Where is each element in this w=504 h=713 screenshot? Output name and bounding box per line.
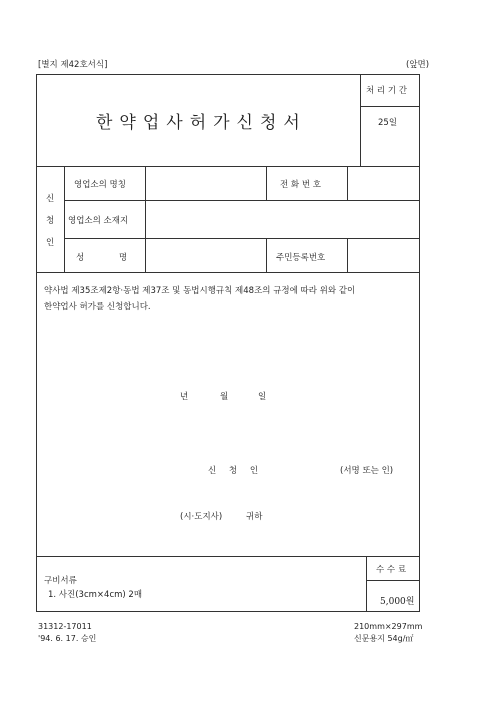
processing-period-value: 25일 xyxy=(378,118,398,128)
processing-period-label: 처 리 기 간 xyxy=(366,86,407,96)
signature-note: (서명 또는 인) xyxy=(340,466,394,476)
date-year-label: 년 xyxy=(180,392,189,402)
applicant-signature-label: 신 청 인 xyxy=(208,466,264,476)
approval-date: '94. 6. 17. 승인 xyxy=(38,634,97,643)
form-box xyxy=(36,74,420,612)
statement-line-2: 한약업사 허가를 신청합니다. xyxy=(44,302,151,312)
fee-label: 수 수 료 xyxy=(376,565,407,575)
divider xyxy=(266,166,267,200)
divider xyxy=(366,556,367,612)
honorific: 귀하 xyxy=(246,512,263,522)
statement-line-1: 약사법 제35조제2항·동법 제37조 및 동법시행규칙 제48조의 규정에 따라 위와 같이 xyxy=(44,286,356,296)
form-title: 한약업사허가신청서 xyxy=(96,113,307,133)
name-label: 성 명 xyxy=(76,253,133,263)
fee-value: 5,000원 xyxy=(380,597,415,607)
business-name-label: 영업소의 명칭 xyxy=(74,180,126,190)
date-day-label: 일 xyxy=(258,392,267,402)
business-address-field[interactable] xyxy=(146,201,419,237)
divider xyxy=(360,106,420,107)
required-documents-title: 구비서류 xyxy=(44,576,77,586)
business-address-label: 영업소의 소재지 xyxy=(68,216,129,226)
divider xyxy=(366,580,420,581)
divider xyxy=(36,556,420,557)
form-code: 31312-17011 xyxy=(38,622,92,631)
divider xyxy=(64,166,65,272)
paper-size: 210mm×297mm xyxy=(354,622,423,631)
name-field[interactable] xyxy=(146,239,265,271)
divider xyxy=(266,238,267,272)
required-document-item: 1. 사진(3cm×4cm) 2매 xyxy=(48,590,143,600)
resident-number-label: 주민등록번호 xyxy=(276,253,326,263)
paper-type: 신문용지 54g/㎡ xyxy=(354,634,414,643)
phone-field[interactable] xyxy=(348,167,419,199)
resident-number-field[interactable] xyxy=(348,239,419,271)
phone-label: 전 화 번 호 xyxy=(280,180,321,190)
applicant-section-label-2: 청 xyxy=(46,216,55,226)
form-number: [별지 제42호서식] xyxy=(38,60,108,70)
applicant-section-label-3: 인 xyxy=(46,238,55,248)
page-side-label: (앞면) xyxy=(406,60,430,70)
date-month-label: 월 xyxy=(220,392,229,402)
divider xyxy=(360,74,361,166)
business-name-field[interactable] xyxy=(146,167,265,199)
divider xyxy=(36,272,420,273)
addressee: (시·도지사) xyxy=(180,512,223,522)
applicant-section-label-1: 신 xyxy=(46,194,55,204)
